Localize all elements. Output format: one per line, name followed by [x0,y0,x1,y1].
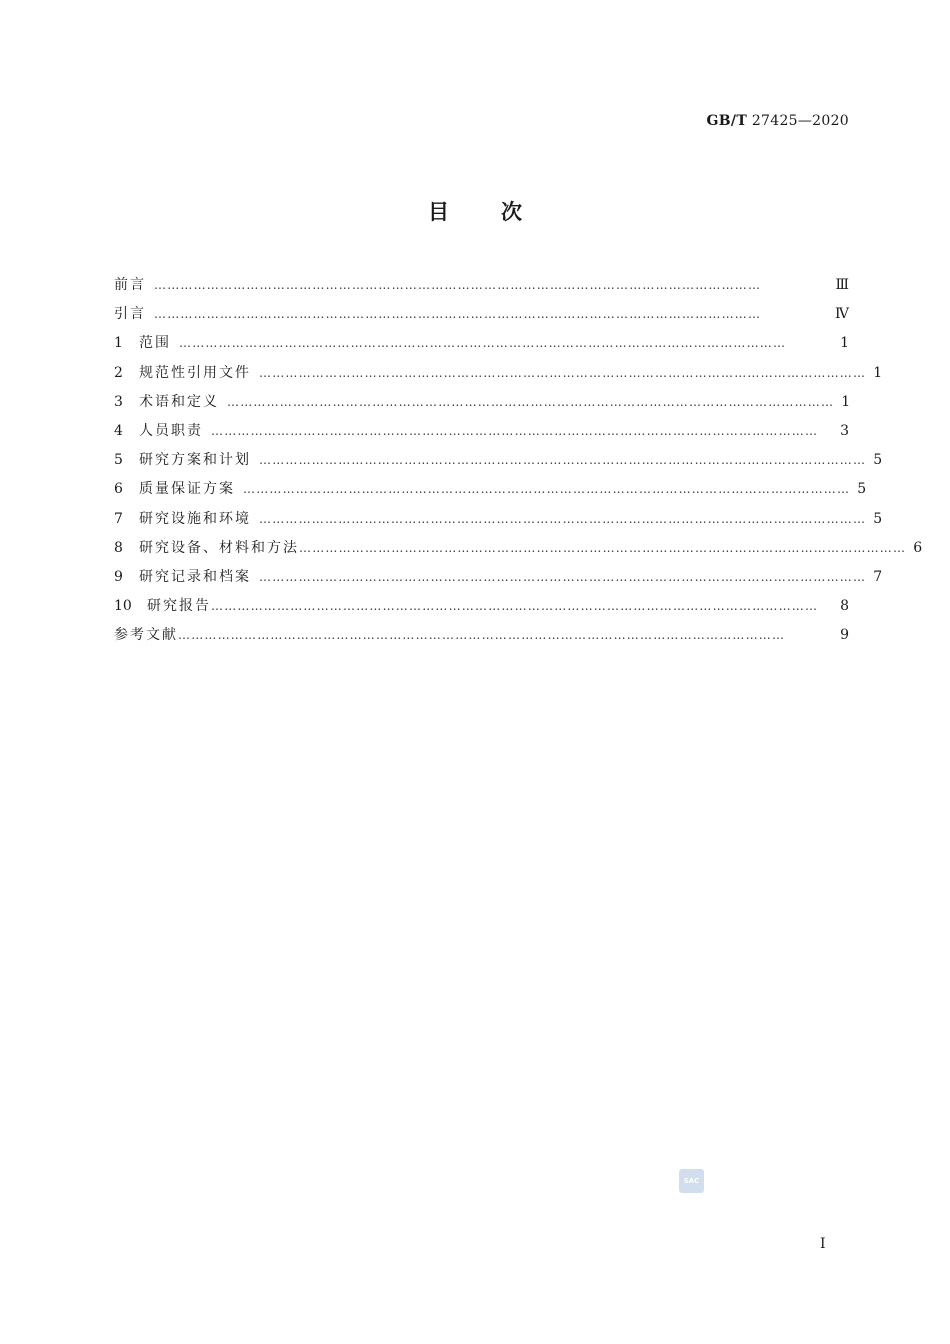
toc-leader: ………………………………………………………………………………………………………………………… [211,599,819,614]
toc-number: 1 [114,335,123,352]
toc-label: 研究报告 [147,598,211,615]
toc-entry-references[interactable] [114,621,849,650]
toc-label: 人员职责 [139,422,203,439]
toc-label: 研究记录和档案 [139,568,251,585]
table-of-contents [114,271,923,650]
toc-page: 9 [840,627,849,644]
toc-page: 5 [873,510,883,527]
toc-leader: ………………………………………………………………………………………………………………………… [299,540,907,555]
toc-label: 范围 [139,335,171,352]
sac-watermark-logo: SAC [679,1169,704,1193]
toc-page: 6 [913,539,923,556]
toc-page: 1 [840,335,849,352]
toc-entry-1[interactable] [114,329,849,358]
toc-entry-7[interactable] [114,505,883,534]
toc-number: 2 [114,364,123,381]
toc-label: 术语和定义 [139,393,219,410]
toc-page: Ⅲ [835,277,849,293]
page-title: 目次 [428,200,574,224]
toc-entry-foreword[interactable] [114,271,849,300]
toc-label: 研究设备、材料和方法 [139,539,299,556]
toc-page: 8 [840,598,849,615]
toc-number: 4 [114,422,123,439]
toc-label: 规范性引用文件 [139,364,251,381]
toc-entry-6[interactable] [114,475,867,504]
toc-entry-4[interactable] [114,417,849,446]
toc-label: 研究方案和计划 [139,452,251,469]
toc-entry-9[interactable] [114,563,883,592]
toc-leader: ………………………………………………………………………………………………………………………… [227,394,835,409]
toc-leader: ………………………………………………………………………………………………………………………… [154,307,762,322]
toc-number: 3 [114,393,123,410]
toc-page: 5 [857,481,867,498]
toc-leader: ………………………………………………………………………………………………………………………… [154,278,762,292]
toc-page: 1 [841,393,851,410]
toc-label: 前言 [114,277,146,293]
toc-label: 引言 [114,306,146,323]
toc-entry-8[interactable] [114,534,923,563]
page-number: Ⅰ [820,1236,826,1252]
toc-number: 5 [114,452,123,469]
toc-entry-2[interactable] [114,359,883,388]
toc-number: 9 [114,568,123,585]
toc-number: 8 [114,539,123,556]
toc-entry-5[interactable] [114,446,883,475]
toc-page: 5 [873,452,883,469]
toc-entry-introduction[interactable] [114,300,849,329]
toc-label: 质量保证方案 [139,481,235,498]
standard-code [707,113,849,129]
toc-page: Ⅳ [835,306,849,323]
toc-page: 7 [873,568,883,585]
standard-number: 27425—2020 [751,113,849,129]
toc-leader: ………………………………………………………………………………………………………………………… [178,628,786,643]
standard-prefix: GB/T [706,113,748,129]
toc-leader: ………………………………………………………………………………………………………………………… [243,482,851,497]
toc-number: 10 [114,598,132,615]
toc-number: 6 [114,481,123,498]
toc-leader: ………………………………………………………………………………………………………………………… [179,336,787,351]
toc-leader: ………………………………………………………………………………………………………………………… [259,365,867,380]
toc-leader: ………………………………………………………………………………………………………………………… [259,569,867,584]
toc-entry-3[interactable] [114,388,849,417]
toc-leader: ………………………………………………………………………………………………………………………… [259,453,867,468]
toc-label: 研究设施和环境 [139,510,251,527]
toc-leader: ………………………………………………………………………………………………………………………… [259,511,867,526]
toc-number: 7 [114,510,123,527]
toc-page: 1 [873,364,883,381]
toc-entry-10[interactable] [114,592,849,621]
toc-page: 3 [840,422,849,439]
toc-leader: ………………………………………………………………………………………………………………………… [211,423,819,438]
toc-label: 参考文献 [114,627,178,644]
